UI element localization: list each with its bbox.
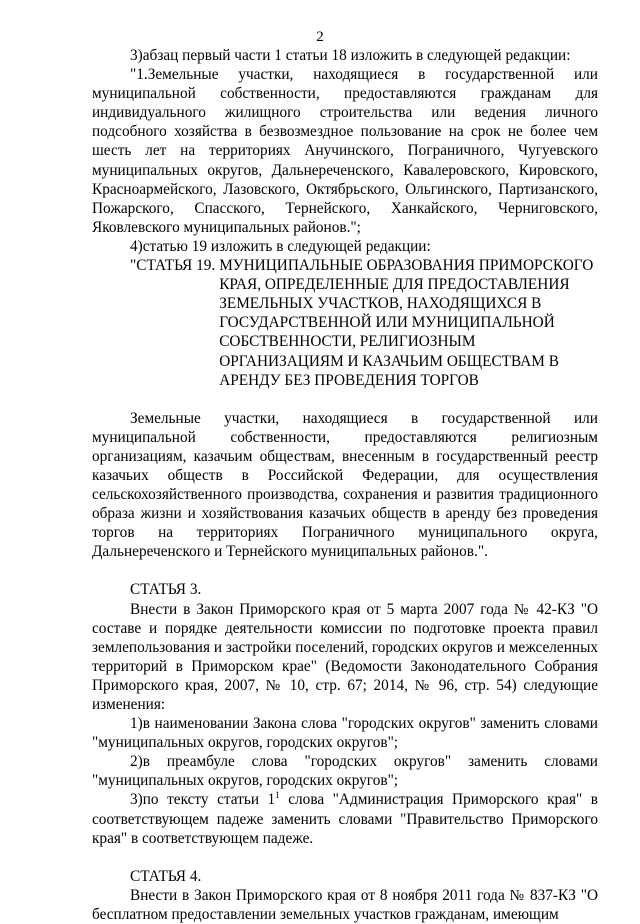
article3-item3-start: 3)по тексту статьи 1 <box>130 791 276 809</box>
page-number: 2 <box>316 29 324 45</box>
article3-item3 <box>92 790 598 847</box>
heading-line: МУНИЦИПАЛЬНЫЕ ОБРАЗОВАНИЯ ПРИМОРСКОГО <box>219 257 594 275</box>
article3-item3-end: слова "Администрация Приморского края" в соответствующем падеже заменить словами "Правительство Приморского края" в соответствующем падеже. <box>92 791 598 847</box>
heading-line: АРЕНДУ БЕЗ ПРОВЕДЕНИЯ ТОРГОВ <box>219 371 479 389</box>
article3-title: СТАТЬЯ 3. <box>130 581 202 599</box>
article18-new-text: "1.Земельные участки, находящиеся в государственной или муниципальной собственности, предоставляются гражданам для индивидуального жилищного строительства или ведения личного подсобного хозяйства в безвозмездное пользование на срок не более чем шесть лет на территориях Анучинского, Пограничного, Чугуевского муниципальных округов, Дальнереченского, Кавалеровского, Кировского, Красноармейского, Лазовского, Октябрьского, Ольгинского, Партизанского, Пожарского, Спасского, Тернейского, Ханкайского, Черниговского, Яковлевского муниципальных районов."; <box>92 66 598 236</box>
article18-amendment-intro: 3)абзац первый части 1 статьи 18 изложить в следующей редакции: <box>130 47 571 64</box>
article3-intro: Внести в Закон Приморского края от 5 марта 2007 года № 42-КЗ "О составе и порядке деятельности комиссии по подготовке проекта правил землепользования и застройки поселений, городских округов и межселенных территорий в Приморском крае" (Ведомости Законодательного Собрания Приморского края, 2007, № 10, стр. 67; 2014, № 96, стр. 54) следующие изменения: <box>92 600 598 713</box>
article3-item1: 1)в наименовании Закона слова "городских округов" заменить словами "муниципальных округов, городских округов"; <box>92 715 598 752</box>
article19-body: Земельные участки, находящиеся в государственной или муниципальной собственности, предоставляются религиозным организациям, казачьим обществам, внесенным в государственный реестр казачьих обществ в Российской Федерации, для осуществления сельскохозяйственного производства, сохранения и развития традиционного образа жизни и хозяйствования казачьих обществ в аренду без проведения торгов на территориях Пограничного муниципального округа, Дальнереченского и Тернейского муниципальных районов.". <box>92 409 598 561</box>
article-number-superscript: 1 <box>275 790 280 801</box>
heading-line: СОБСТВЕННОСТИ, РЕЛИГИОЗНЫМ <box>219 333 476 351</box>
article19-heading <box>92 256 598 390</box>
article19-amendment-intro: 4)статью 19 изложить в следующей редакции: <box>130 237 431 255</box>
article3-item2: 2)в преамбуле слова "городских округов" заменить словами "муниципальных округов, городских округов"; <box>92 753 598 790</box>
article4-title: СТАТЬЯ 4. <box>130 867 202 885</box>
article19-heading-title <box>215 256 598 390</box>
heading-line: ЗЕМЕЛЬНЫХ УЧАСТКОВ, НАХОДЯЩИХСЯ В <box>219 295 542 313</box>
document-body <box>92 46 598 924</box>
spacer <box>92 561 598 580</box>
spacer <box>92 848 598 867</box>
heading-line: ГОСУДАРСТВЕННОЙ ИЛИ МУНИЦИПАЛЬНОЙ <box>219 314 555 332</box>
article19-heading-number: "СТАТЬЯ 19. <box>130 257 216 275</box>
article4-intro: Внести в Закон Приморского края от 8 ноября 2011 года № 837-КЗ "О бесплатном предоставлении земельных участков гражданам, имеющим <box>92 886 598 923</box>
heading-line: ОРГАНИЗАЦИЯМ И КАЗАЧЬИМ ОБЩЕСТВАМ В <box>219 352 559 370</box>
spacer <box>92 390 598 409</box>
heading-line: КРАЯ, ОПРЕДЕЛЕННЫЕ ДЛЯ ПРЕДОСТАВЛЕНИЯ <box>219 276 570 294</box>
